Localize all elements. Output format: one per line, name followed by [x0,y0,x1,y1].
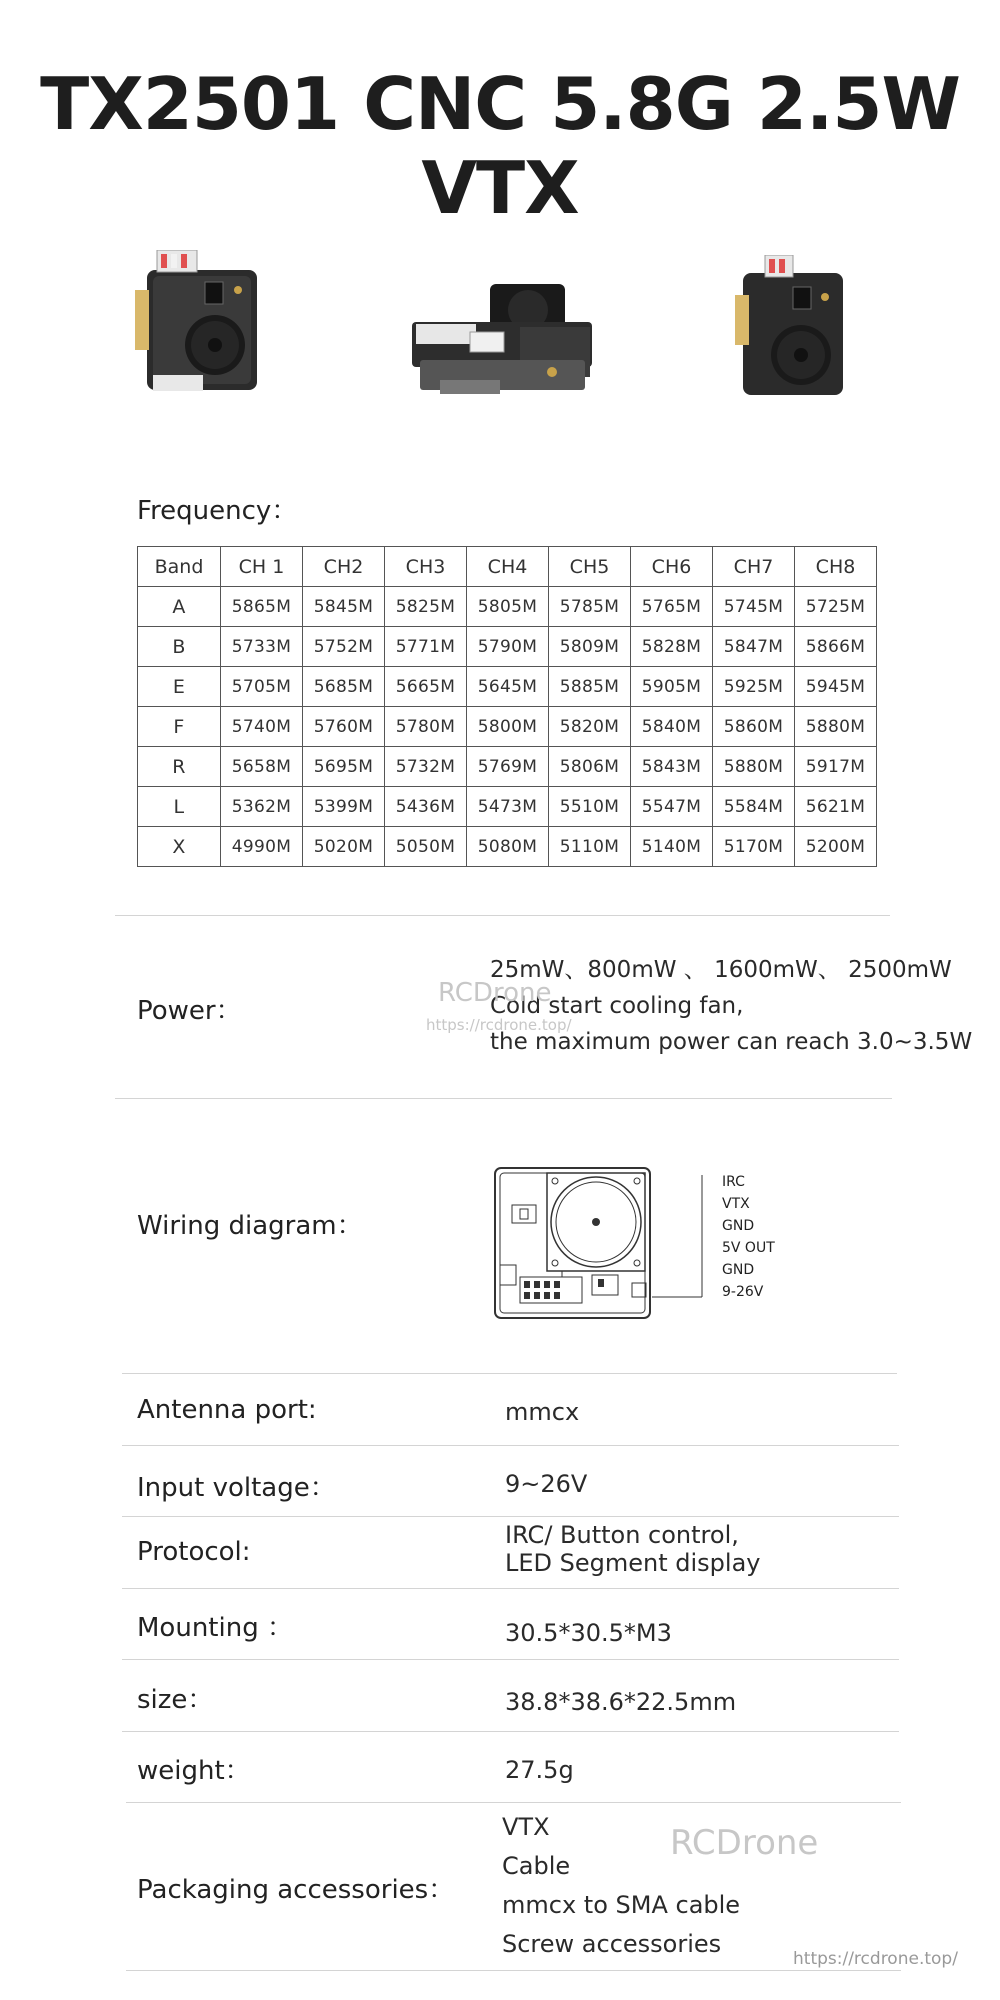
mounting-label: Mounting ： [137,1613,293,1643]
column-header-channel: CH6 [631,547,713,587]
column-header-channel: CH3 [385,547,467,587]
frequency-cell: 5510M [549,787,631,827]
product-photo-front [135,250,270,400]
frequency-cell: 5765M [631,587,713,627]
divider [122,1516,899,1517]
divider [115,1098,892,1099]
frequency-cell: 5945M [795,667,877,707]
power-line: the maximum power can reach 3.0~3.5W [490,1029,973,1055]
frequency-cell: 5436M [385,787,467,827]
table-row [138,587,877,627]
wiring-pin-list [722,1171,775,1303]
band-cell: E [138,667,221,707]
frequency-cell: 5020M [303,827,385,867]
power-label: Power： [137,996,242,1026]
product-photo-angled [735,255,855,405]
frequency-cell: 5785M [549,587,631,627]
frequency-cell: 5745M [713,587,795,627]
frequency-cell: 5140M [631,827,713,867]
wiring-pin-label: IRC [722,1174,745,1190]
divider [122,1445,899,1446]
frequency-cell: 5740M [221,707,303,747]
frequency-cell: 5809M [549,627,631,667]
frequency-cell: 5725M [795,587,877,627]
mounting-value: 30.5*30.5*M3 [505,1619,672,1647]
frequency-cell: 5828M [631,627,713,667]
input-voltage-value: 9~26V [505,1470,588,1498]
frequency-cell: 5584M [713,787,795,827]
frequency-cell: 5695M [303,747,385,787]
divider [122,1373,897,1374]
accessory-item: Cable [502,1852,571,1880]
band-cell: A [138,587,221,627]
band-cell: X [138,827,221,867]
frequency-cell: 5880M [795,707,877,747]
column-header-channel: CH2 [303,547,385,587]
power-line: Cold start cooling fan, [490,993,744,1019]
frequency-cell: 4990M [221,827,303,867]
frequency-cell: 5665M [385,667,467,707]
protocol-label: Protocol: [137,1537,251,1567]
weight-value: 27.5g [505,1756,574,1784]
protocol-line: IRC/ Button control, [505,1521,739,1549]
protocol-value [505,1521,761,1577]
frequency-label: Frequency： [137,496,298,526]
frequency-cell: 5362M [221,787,303,827]
frequency-cell: 5925M [713,667,795,707]
page-title: TX2501 CNC 5.8G 2.5W VTX [40,62,960,230]
frequency-cell: 5847M [713,627,795,667]
band-cell: R [138,747,221,787]
frequency-cell: 5917M [795,747,877,787]
frequency-cell: 5050M [385,827,467,867]
frequency-cell: 5473M [467,787,549,827]
frequency-cell: 5399M [303,787,385,827]
divider [122,1659,899,1660]
table-row [138,787,877,827]
size-label: size： [137,1685,214,1715]
column-header-channel: CH4 [467,547,549,587]
watermark-brand: RCDrone [670,1823,819,1863]
input-voltage-label: Input voltage： [137,1473,336,1503]
wiring-pin-label: 9-26V [722,1284,764,1300]
divider [126,1802,901,1803]
frequency-cell: 5733M [221,627,303,667]
frequency-cell: 5866M [795,627,877,667]
divider [126,1970,901,1971]
frequency-cell: 5780M [385,707,467,747]
table-row [138,667,877,707]
accessory-item: Screw accessories [502,1930,722,1958]
frequency-cell: 5820M [549,707,631,747]
frequency-cell: 5800M [467,707,549,747]
power-line: 25mW、800mW 、 1600mW、 2500mW [490,957,952,983]
packaging-accessories-label: Packaging accessories： [137,1875,455,1905]
table-row [138,747,877,787]
wiring-pin-label: 5V OUT [722,1240,775,1256]
frequency-cell: 5860M [713,707,795,747]
column-header-channel: CH7 [713,547,795,587]
frequency-cell: 5885M [549,667,631,707]
frequency-cell: 5806M [549,747,631,787]
frequency-cell: 5200M [795,827,877,867]
frequency-cell: 5825M [385,587,467,627]
column-header-channel: CH 1 [221,547,303,587]
frequency-cell: 5705M [221,667,303,707]
weight-label: weight： [137,1756,251,1786]
divider [122,1731,899,1732]
frequency-cell: 5905M [631,667,713,707]
frequency-cell: 5658M [221,747,303,787]
frequency-cell: 5769M [467,747,549,787]
table-row [138,707,877,747]
protocol-line: LED Segment display [505,1549,761,1577]
frequency-cell: 5080M [467,827,549,867]
band-cell: F [138,707,221,747]
frequency-cell: 5110M [549,827,631,867]
frequency-cell: 5547M [631,787,713,827]
frequency-cell: 5865M [221,587,303,627]
frequency-cell: 5771M [385,627,467,667]
antenna-port-value: mmcx [505,1398,580,1426]
size-value: 38.8*38.6*22.5mm [505,1688,737,1716]
column-header-channel: CH5 [549,547,631,587]
frequency-cell: 5843M [631,747,713,787]
frequency-cell: 5805M [467,587,549,627]
wiring-label: Wiring diagram： [137,1211,363,1241]
frequency-table [137,546,877,867]
frequency-cell: 5685M [303,667,385,707]
power-value [490,952,972,1060]
wiring-pin-label: GND [722,1218,755,1234]
column-header-band: Band [138,547,221,587]
divider [122,1588,899,1589]
table-row [138,627,877,667]
frequency-cell: 5621M [795,787,877,827]
watermark-url: https://rcdrone.top/ [426,1016,572,1034]
watermark-url-footer: https://rcdrone.top/ [793,1949,958,1969]
product-photo-side [410,282,595,402]
watermark-brand: RCDrone [438,978,552,1008]
frequency-cell: 5790M [467,627,549,667]
wiring-pin-label: VTX [722,1196,750,1212]
frequency-cell: 5732M [385,747,467,787]
frequency-table-header [138,547,877,587]
wiring-pin-label: GND [722,1262,755,1278]
column-header-channel: CH8 [795,547,877,587]
frequency-cell: 5760M [303,707,385,747]
frequency-cell: 5840M [631,707,713,747]
frequency-cell: 5645M [467,667,549,707]
band-cell: B [138,627,221,667]
frequency-cell: 5845M [303,587,385,627]
accessory-item: VTX [502,1813,550,1841]
divider [115,915,890,916]
antenna-port-label: Antenna port: [137,1395,317,1425]
accessory-item: mmcx to SMA cable [502,1891,741,1919]
frequency-cell: 5170M [713,827,795,867]
frequency-cell: 5880M [713,747,795,787]
band-cell: L [138,787,221,827]
frequency-cell: 5752M [303,627,385,667]
wiring-diagram [492,1165,712,1325]
table-row [138,827,877,867]
